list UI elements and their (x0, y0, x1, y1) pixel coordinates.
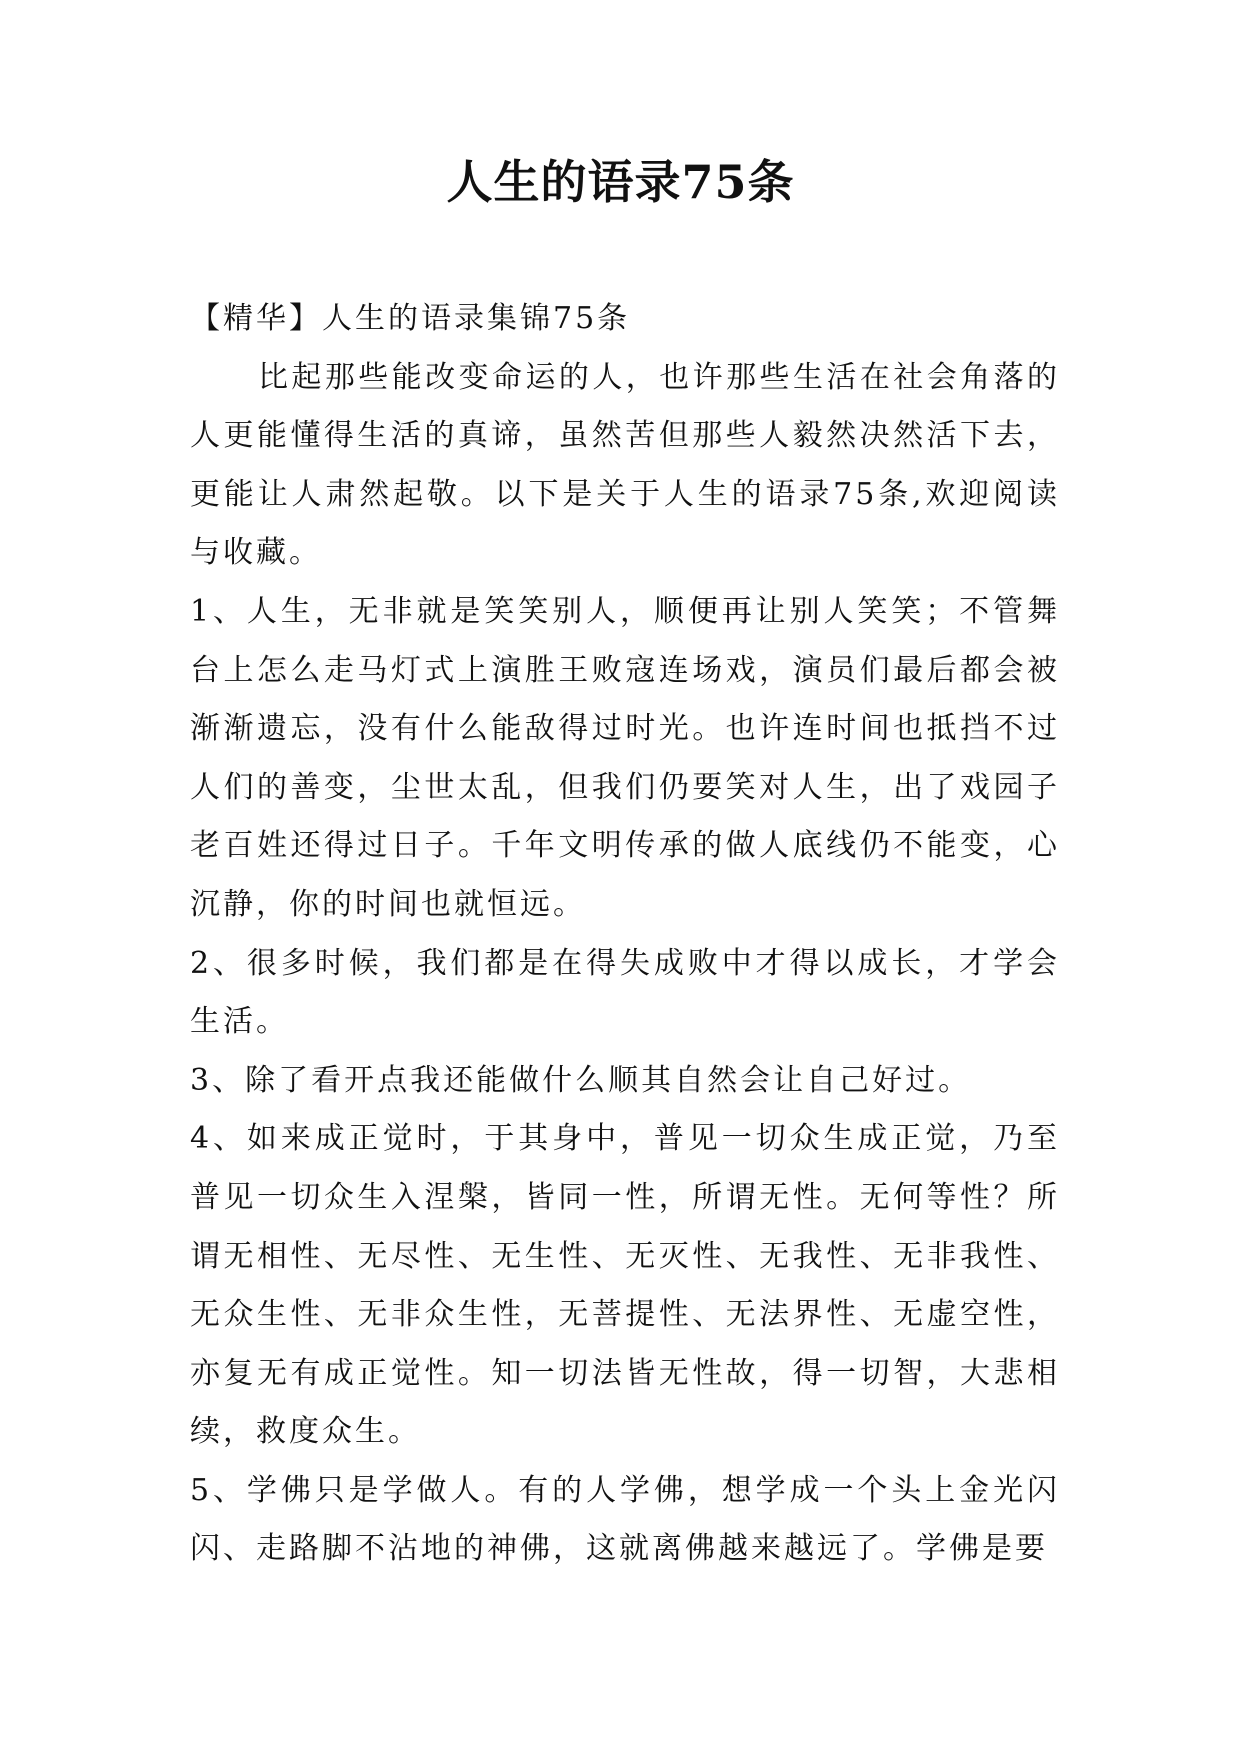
quote-item-2: 2、很多时候，我们都是在得失成败中才得以成长，才学会生活。 (190, 945, 1060, 1040)
quote-item-4: 4、如来成正觉时，于其身中，普见一切众生成正觉，乃至普见一切众生入涅槃，皆同一性，所谓无性。无何等性？所谓无相性、无尽性、无生性、无灭性、无我性、无非我性、无众生性、无非众生性，无菩提性、无法界性、无虚空性，亦复无有成正觉性。知一切法皆无性故，得一切智，大悲相续，救度众生。 (190, 1121, 1060, 1450)
document-title: 人生的语录75条 (446, 155, 795, 209)
quote-item-3: 3、除了看开点我还能做什么顺其自然会让自己好过。 (190, 1062, 972, 1098)
intro-paragraph: 比起那些能改变命运的人，也许那些生活在社会角落的人更能懂得生活的真谛，虽然苦但那些人毅然决然活下去，更能让人肃然起敬。以下是关于人生的语录75条,欢迎阅读与收藏。 (190, 359, 1060, 571)
document-subtitle: 【精华】人生的语录集锦75条 (190, 301, 631, 336)
quote-item-1: 1、人生，无非就是笑笑别人，顺便再让别人笑笑；不管舞台上怎么走马灯式上演胜王败寇连场戏，演员们最后都会被渐渐遗忘，没有什么能敌得过时光。也许连时间也抵挡不过人们的善变，尘世太乱，但我们仍要笑对人生，出了戏园子老百姓还得过日子。千年文明传承的做人底线仍不能变，心沉静，你的时间也就恒远。 (190, 593, 1060, 922)
document-body (190, 290, 1060, 1579)
quote-item-5: 5、学佛只是学做人。有的人学佛，想学成一个头上金光闪闪、走路脚不沾地的神佛，这就离佛越来越远了。学佛是要 (190, 1472, 1060, 1567)
